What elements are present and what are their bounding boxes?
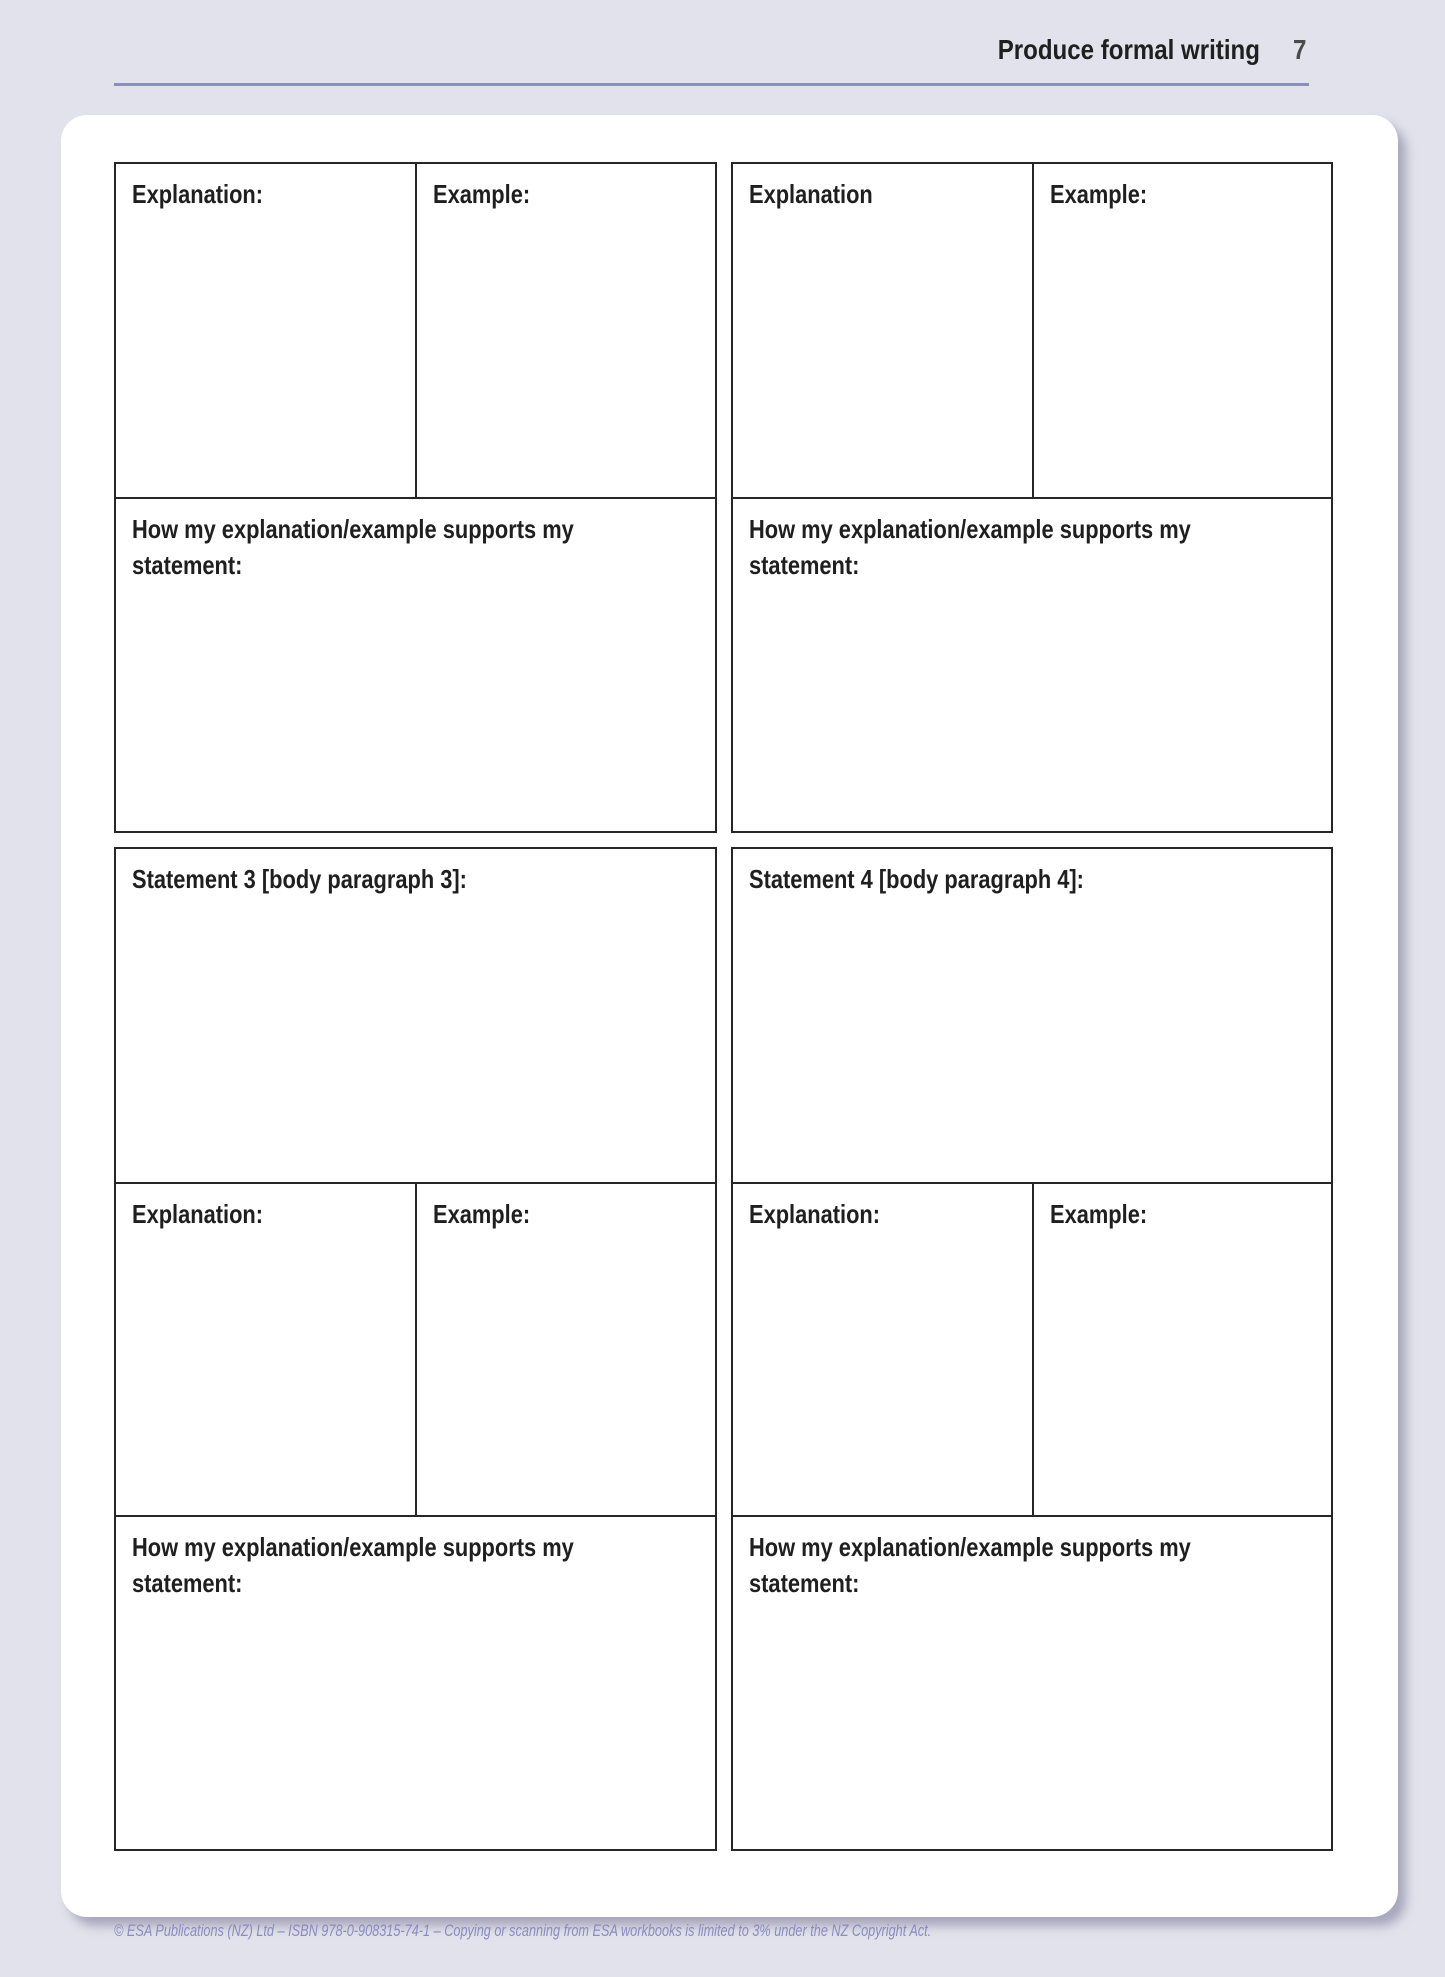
explanation-cell[interactable] [733, 164, 1033, 498]
statement-label: Statement 3 [body paragraph 3]: [132, 864, 467, 894]
example-cell[interactable] [417, 1184, 715, 1516]
copyright-footer: © ESA Publications (NZ) Ltd – ISBN 978-0-908315-74-1 – Copying or scanning from ESA workbooks is limited to 3% under the NZ Copyright Act. [114, 1922, 932, 1940]
example-label: Example: [433, 179, 531, 209]
statement-cell[interactable] [116, 849, 715, 1182]
example-cell[interactable] [417, 164, 717, 498]
cell-divider [415, 164, 417, 498]
example-cell[interactable] [1034, 1184, 1331, 1516]
bottom-left-planner [114, 847, 717, 1851]
page-title: Produce formal writing [997, 34, 1260, 65]
example-label: Example: [1050, 179, 1148, 209]
cell-divider [1032, 164, 1034, 498]
explanation-label: Explanation [749, 179, 873, 209]
explanation-label: Explanation: [132, 179, 264, 209]
page-number: 7 [1293, 34, 1307, 65]
top-left-planner [114, 162, 717, 833]
support-label: How my explanation/example supports my statement: [132, 514, 574, 580]
cell-divider [415, 1184, 417, 1516]
support-label: How my explanation/example supports my statement: [749, 514, 1191, 580]
statement-label: Statement 4 [body paragraph 4]: [749, 864, 1084, 894]
explanation-cell[interactable] [116, 164, 416, 498]
example-label: Example: [1050, 1199, 1148, 1229]
example-cell[interactable] [1034, 164, 1332, 498]
explanation-cell[interactable] [116, 1184, 416, 1516]
bottom-right-planner [731, 847, 1333, 1851]
support-cell[interactable] [116, 499, 715, 831]
top-right-planner [731, 162, 1333, 833]
support-cell[interactable] [733, 499, 1331, 831]
statement-cell[interactable] [733, 849, 1331, 1182]
support-cell[interactable] [733, 1517, 1331, 1849]
cell-divider [1032, 1184, 1034, 1516]
support-label: How my explanation/example supports my statement: [132, 1532, 574, 1598]
support-cell[interactable] [116, 1517, 715, 1849]
explanation-label: Explanation: [132, 1199, 264, 1229]
explanation-cell[interactable] [733, 1184, 1033, 1516]
explanation-label: Explanation: [749, 1199, 881, 1229]
example-label: Example: [433, 1199, 531, 1229]
support-label: How my explanation/example supports my statement: [749, 1532, 1191, 1598]
header-divider [114, 83, 1309, 86]
